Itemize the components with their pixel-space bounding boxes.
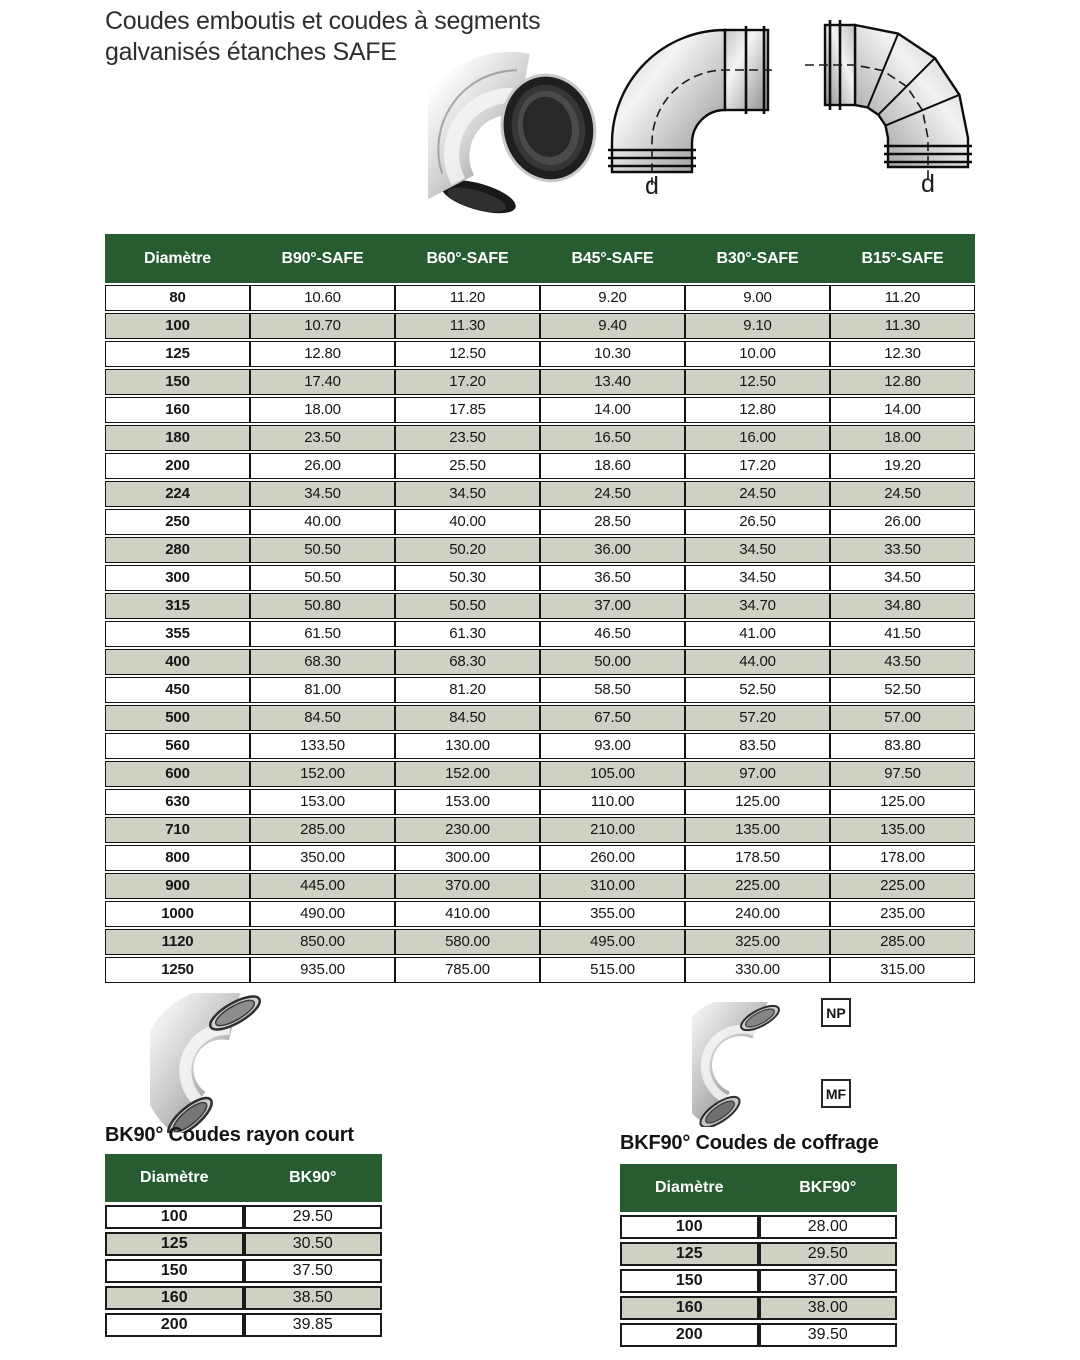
cell: 9.40 [540, 313, 685, 339]
cell: 43.50 [830, 649, 975, 675]
cell: 57.20 [685, 705, 830, 731]
cell: 38.50 [244, 1286, 383, 1310]
cell: 580.00 [395, 929, 540, 955]
page-title-line2: galvanisés étanches SAFE [105, 38, 397, 66]
header-row [620, 1164, 897, 1212]
cell: 200 [105, 1313, 244, 1337]
cell: 18.00 [830, 425, 975, 451]
cell: 130.00 [395, 733, 540, 759]
cell: 17.85 [395, 397, 540, 423]
table-row [105, 733, 975, 759]
cell: 29.50 [244, 1205, 383, 1229]
cell: 16.00 [685, 425, 830, 451]
cell: 34.50 [830, 565, 975, 591]
cell: 10.00 [685, 341, 830, 367]
table-row [105, 1205, 382, 1229]
cell: 785.00 [395, 957, 540, 983]
cell: 230.00 [395, 817, 540, 843]
table-row [105, 621, 975, 647]
cell: 11.30 [830, 313, 975, 339]
cell: 600 [105, 761, 250, 787]
cell: 50.50 [395, 593, 540, 619]
cell: 260.00 [540, 845, 685, 871]
cell: 125 [105, 1232, 244, 1256]
pressed-elbow-photo [428, 52, 600, 214]
cell: 34.50 [395, 481, 540, 507]
cell: 58.50 [540, 677, 685, 703]
cell: 39.85 [244, 1313, 383, 1337]
bk90-table [105, 1151, 382, 1340]
table-row [105, 817, 975, 843]
cell: 24.50 [540, 481, 685, 507]
column-header: BK90° [244, 1154, 383, 1202]
b90-elbow-diagram [600, 20, 780, 200]
cell: 133.50 [250, 733, 395, 759]
cell: 34.50 [250, 481, 395, 507]
cell: 28.00 [759, 1215, 898, 1239]
cell: 110.00 [540, 789, 685, 815]
cell: 152.00 [395, 761, 540, 787]
segment-diameter-label: d [921, 170, 935, 198]
cell: 125 [620, 1242, 759, 1266]
cell: 29.50 [759, 1242, 898, 1266]
price-table [105, 232, 975, 985]
cell: 410.00 [395, 901, 540, 927]
cell: 39.50 [759, 1323, 898, 1347]
cell: 225.00 [830, 873, 975, 899]
cell: 9.10 [685, 313, 830, 339]
bk90-table-container [105, 1151, 382, 1340]
cell: 1120 [105, 929, 250, 955]
cell: 315.00 [830, 957, 975, 983]
cell: 12.80 [830, 369, 975, 395]
cell: 24.50 [685, 481, 830, 507]
cell: 18.00 [250, 397, 395, 423]
segmented-elbow-diagram [800, 15, 980, 195]
cell: 250 [105, 509, 250, 535]
cell: 61.50 [250, 621, 395, 647]
cell: 50.20 [395, 537, 540, 563]
column-header: B30°-SAFE [685, 234, 830, 283]
cell: 310.00 [540, 873, 685, 899]
table-row [105, 1286, 382, 1310]
table-row [105, 397, 975, 423]
column-header: Diamètre [105, 1154, 244, 1202]
cell: 50.50 [250, 537, 395, 563]
cell: 34.50 [685, 565, 830, 591]
table-row [105, 1232, 382, 1256]
table-row [105, 537, 975, 563]
b90-diameter-label: d [645, 172, 659, 200]
cell: 14.00 [540, 397, 685, 423]
cell: 30.50 [244, 1232, 383, 1256]
cell: 125.00 [830, 789, 975, 815]
cell: 23.50 [395, 425, 540, 451]
cell: 44.00 [685, 649, 830, 675]
cell: 445.00 [250, 873, 395, 899]
cell: 935.00 [250, 957, 395, 983]
column-header: B15°-SAFE [830, 234, 975, 283]
cell: 153.00 [395, 789, 540, 815]
column-header: Diamètre [105, 234, 250, 283]
cell: 355 [105, 621, 250, 647]
cell: 12.50 [685, 369, 830, 395]
cell: 23.50 [250, 425, 395, 451]
cell: 152.00 [250, 761, 395, 787]
cell: 200 [105, 453, 250, 479]
page-title-line1: Coudes emboutis et coudes à segments [105, 7, 541, 35]
cell: 240.00 [685, 901, 830, 927]
cell: 125.00 [685, 789, 830, 815]
cell: 150 [620, 1269, 759, 1293]
table-row [105, 341, 975, 367]
cell: 50.50 [250, 565, 395, 591]
bkf90-section-title: BKF90° Coudes de coffrage [620, 1132, 879, 1154]
cell: 50.80 [250, 593, 395, 619]
cell: 495.00 [540, 929, 685, 955]
header-row [105, 234, 975, 283]
table-row [620, 1323, 897, 1347]
cell: 330.00 [685, 957, 830, 983]
cell: 67.50 [540, 705, 685, 731]
cell: 93.00 [540, 733, 685, 759]
cell: 515.00 [540, 957, 685, 983]
cell: 178.00 [830, 845, 975, 871]
cell: 26.00 [250, 453, 395, 479]
cell: 18.60 [540, 453, 685, 479]
cell: 178.50 [685, 845, 830, 871]
table-row [105, 957, 975, 983]
cell: 370.00 [395, 873, 540, 899]
column-header: BKF90° [759, 1164, 898, 1212]
cell: 710 [105, 817, 250, 843]
table-row [105, 845, 975, 871]
cell: 37.00 [759, 1269, 898, 1293]
cell: 24.50 [830, 481, 975, 507]
cell: 38.00 [759, 1296, 898, 1320]
bkf90-table [620, 1161, 897, 1350]
cell: 105.00 [540, 761, 685, 787]
cell: 40.00 [250, 509, 395, 535]
cell: 153.00 [250, 789, 395, 815]
cell: 97.50 [830, 761, 975, 787]
cell: 50.00 [540, 649, 685, 675]
cell: 490.00 [250, 901, 395, 927]
table-row [105, 873, 975, 899]
cell: 10.60 [250, 285, 395, 311]
cell: 19.20 [830, 453, 975, 479]
cell: 17.20 [685, 453, 830, 479]
cell: 125 [105, 341, 250, 367]
cell: 325.00 [685, 929, 830, 955]
cell: 560 [105, 733, 250, 759]
cell: 12.80 [250, 341, 395, 367]
cell: 12.50 [395, 341, 540, 367]
cell: 315 [105, 593, 250, 619]
mf-badge: MF [821, 1079, 851, 1108]
cell: 36.00 [540, 537, 685, 563]
cell: 11.20 [395, 285, 540, 311]
cell: 100 [105, 1205, 244, 1229]
cell: 225.00 [685, 873, 830, 899]
table-row [105, 369, 975, 395]
table-row [105, 901, 975, 927]
cell: 10.70 [250, 313, 395, 339]
cell: 210.00 [540, 817, 685, 843]
cell: 40.00 [395, 509, 540, 535]
cell: 41.00 [685, 621, 830, 647]
cell: 100 [105, 313, 250, 339]
cell: 37.50 [244, 1259, 383, 1283]
table-row [105, 649, 975, 675]
cell: 9.00 [685, 285, 830, 311]
cell: 630 [105, 789, 250, 815]
table-row [105, 677, 975, 703]
table-row [105, 285, 975, 311]
cell: 34.50 [685, 537, 830, 563]
cell: 33.50 [830, 537, 975, 563]
cell: 500 [105, 705, 250, 731]
column-header: B45°-SAFE [540, 234, 685, 283]
cell: 83.80 [830, 733, 975, 759]
table-row [105, 425, 975, 451]
cell: 17.40 [250, 369, 395, 395]
table-row [620, 1296, 897, 1320]
cell: 57.00 [830, 705, 975, 731]
column-header: B90°-SAFE [250, 234, 395, 283]
cell: 17.20 [395, 369, 540, 395]
cell: 84.50 [395, 705, 540, 731]
cell: 16.50 [540, 425, 685, 451]
cell: 46.50 [540, 621, 685, 647]
cell: 34.70 [685, 593, 830, 619]
table-row [105, 453, 975, 479]
cell: 52.50 [830, 677, 975, 703]
cell: 61.30 [395, 621, 540, 647]
column-header: Diamètre [620, 1164, 759, 1212]
cell: 1250 [105, 957, 250, 983]
cell: 160 [105, 1286, 244, 1310]
cell: 11.20 [830, 285, 975, 311]
cell: 850.00 [250, 929, 395, 955]
cell: 12.30 [830, 341, 975, 367]
np-badge: NP [821, 998, 851, 1027]
cell: 350.00 [250, 845, 395, 871]
cell: 285.00 [250, 817, 395, 843]
cell: 26.00 [830, 509, 975, 535]
table-row [105, 313, 975, 339]
cell: 12.80 [685, 397, 830, 423]
cell: 36.50 [540, 565, 685, 591]
table-row [105, 481, 975, 507]
table-row [105, 929, 975, 955]
cell: 800 [105, 845, 250, 871]
cell: 9.20 [540, 285, 685, 311]
cell: 81.00 [250, 677, 395, 703]
cell: 300.00 [395, 845, 540, 871]
table-row [620, 1269, 897, 1293]
cell: 150 [105, 369, 250, 395]
cell: 150 [105, 1259, 244, 1283]
cell: 135.00 [830, 817, 975, 843]
cell: 10.30 [540, 341, 685, 367]
cell: 200 [620, 1323, 759, 1347]
cell: 235.00 [830, 901, 975, 927]
table-row [105, 705, 975, 731]
cell: 224 [105, 481, 250, 507]
cell: 135.00 [685, 817, 830, 843]
cell: 41.50 [830, 621, 975, 647]
cell: 37.00 [540, 593, 685, 619]
cell: 80 [105, 285, 250, 311]
cell: 11.30 [395, 313, 540, 339]
cell: 300 [105, 565, 250, 591]
bk90-section-title: BK90° Coudes rayon court [105, 1124, 354, 1146]
cell: 68.30 [250, 649, 395, 675]
bkf90-elbow-photo [692, 1002, 802, 1127]
safe-elbows-price-table [105, 232, 975, 985]
cell: 28.50 [540, 509, 685, 535]
cell: 285.00 [830, 929, 975, 955]
cell: 13.40 [540, 369, 685, 395]
cell: 355.00 [540, 901, 685, 927]
cell: 25.50 [395, 453, 540, 479]
cell: 180 [105, 425, 250, 451]
cell: 68.30 [395, 649, 540, 675]
cell: 97.00 [685, 761, 830, 787]
table-row [105, 761, 975, 787]
cell: 100 [620, 1215, 759, 1239]
table-row [105, 1313, 382, 1337]
bk90-elbow-photo [150, 993, 320, 1133]
cell: 900 [105, 873, 250, 899]
cell: 83.50 [685, 733, 830, 759]
table-row [105, 593, 975, 619]
table-row [620, 1242, 897, 1266]
cell: 14.00 [830, 397, 975, 423]
cell: 81.20 [395, 677, 540, 703]
bkf90-table-container [620, 1161, 897, 1350]
cell: 1000 [105, 901, 250, 927]
table-row [105, 509, 975, 535]
cell: 26.50 [685, 509, 830, 535]
table-row [105, 1259, 382, 1283]
cell: 84.50 [250, 705, 395, 731]
cell: 50.30 [395, 565, 540, 591]
column-header: B60°-SAFE [395, 234, 540, 283]
table-row [105, 789, 975, 815]
cell: 34.80 [830, 593, 975, 619]
table-row [620, 1215, 897, 1239]
cell: 450 [105, 677, 250, 703]
cell: 400 [105, 649, 250, 675]
cell: 52.50 [685, 677, 830, 703]
cell: 160 [620, 1296, 759, 1320]
table-row [105, 565, 975, 591]
header-row [105, 1154, 382, 1202]
cell: 160 [105, 397, 250, 423]
cell: 280 [105, 537, 250, 563]
